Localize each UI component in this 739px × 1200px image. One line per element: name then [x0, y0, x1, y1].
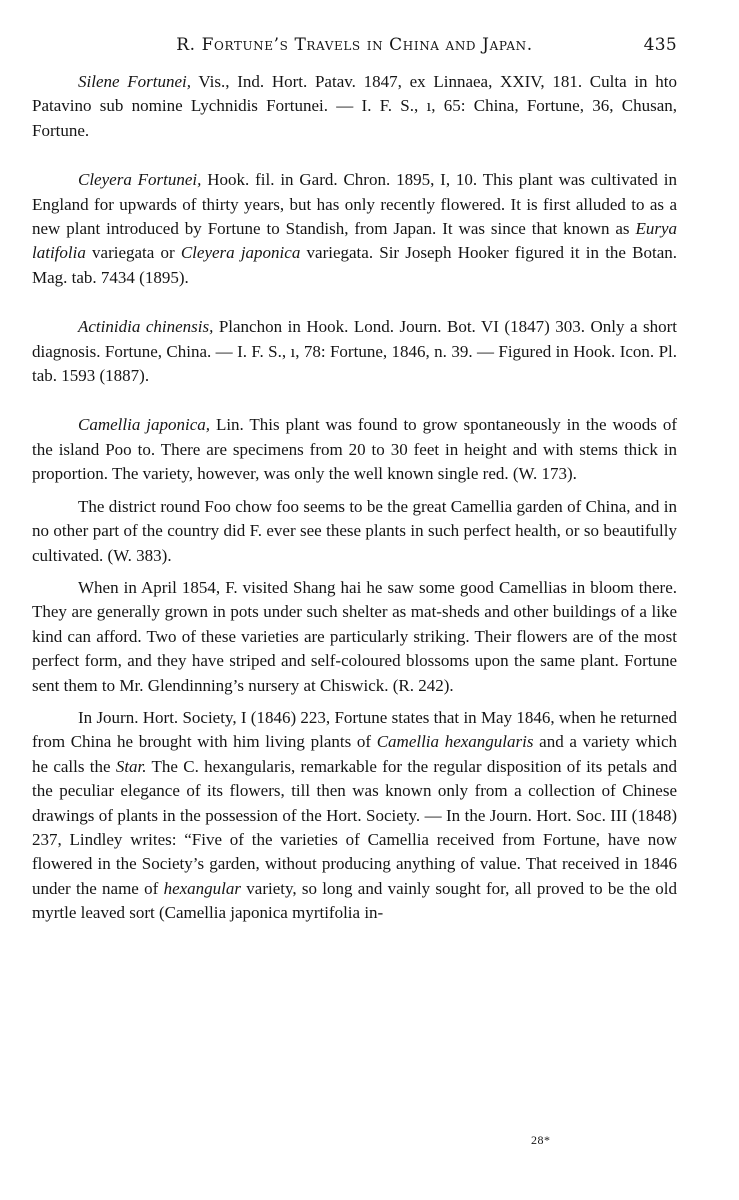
signature-mark: 28*: [531, 1133, 551, 1147]
paragraph-district: The district round Foo chow foo seems to be the great Camellia garden of China, and in no other part of the country did F. ever see these plants in such perfect health, or so beautifully cultivated. (W. 383).: [32, 496, 677, 565]
italic-name: Eurya latifolia: [32, 219, 677, 263]
species-name: Cleyera Fortunei,: [78, 170, 202, 190]
entry-text: variegata or: [85, 243, 181, 263]
species-name: Camellia japonica,: [78, 415, 211, 435]
body-text: [32, 70, 677, 926]
italic-name: Cleyera japonica: [180, 243, 301, 263]
italic-name: Star.: [115, 756, 147, 776]
paragraph-shanghai: When in April 1854, F. visited Shang hai he saw some good Camellias in bloom there. They are generally grown in pots under such shelter as mat-sheds and other buildings of a like kind can afford. Two of these varieties are particularly striking. Their flowers are of the most perfect form, and they have striped and self-coloured blossoms upon the same plant. Fortune sent them to Mr. Glendinning’s nursery at Chiswick. (R. 242).: [32, 577, 677, 695]
species-entry-actinidia: [32, 315, 677, 388]
species-entry-camellia: [32, 413, 677, 486]
journal-text: In Journ. Hort. Society, I (1846) 223, Fortune states that in May 1846, when he returned from China he brought with him living plants of: [32, 707, 677, 752]
entry-text: Hook. fil. in Gard. Chron. 1895, I, 10. This plant was cultivated in England for upwards of thirty years, but has only recently flowered. It is first alluded to as a new plant introduced by Fortune to Standish, from Japan. It was since that known as: [32, 170, 677, 239]
actinidia-paragraph: [32, 315, 677, 388]
journal-text: and a variety which he calls the: [32, 732, 677, 776]
journal-text: The C. hexangularis, remarkable for the regular disposition of its petals and the peculiar elegance of its flowers, till then was known only from a collection of Chinese drawings of plants in the possession of the Hort. Society. — In the Journ. Hort. Soc. III (1848) 237, Lindley writes: “Five of the varieties of Camellia received from Fortune, have now flowered in the Society’s garden, without producing anything of value. That received in 1846 under the name of: [32, 756, 678, 898]
entry-text: Planchon in Hook. Lond. Journ. Bot. VI (1847) 303. Only a short diagnosis. Fortune, China. — I. F. S., ı, 78: Fortune, 1846, n. 39. — Figured in Hook. Icon. Pl. tab. 1593 (1887).: [32, 317, 677, 386]
camellia-paragraph: [32, 413, 677, 486]
species-entry-cleyera: [32, 168, 677, 290]
journal-text: variety, so long and vainly sought for, all proved to be the old myrtle leaved sort (Camellia japonica myrtifolia in-: [32, 878, 677, 923]
running-head: [32, 30, 677, 60]
entry-text: Lin. This plant was found to grow spontaneously in the woods of the island Poo to. There are specimens from 20 to 30 feet in height and with stems thick in proportion. The variety, however, was only the well known single red. (W. 173).: [32, 415, 678, 484]
species-entry-silene: [32, 70, 677, 143]
page-number: 435: [643, 35, 677, 55]
silene-paragraph: [32, 70, 677, 143]
cleyera-paragraph: [32, 168, 677, 290]
running-title: R. Fortune’s Travels in China and Japan.: [176, 35, 533, 55]
italic-name: hexangular: [163, 878, 241, 898]
species-name: Actinidia chinensis,: [78, 317, 214, 337]
book-page: [32, 30, 677, 1170]
italic-name: Camellia hexangularis: [376, 732, 534, 752]
entry-text: Vis., Ind. Hort. Patav. 1847, ex Linnaea, XXIV, 181. Culta in hto Patavino sub nomine Lychnidis Fortunei. — I. F. S., ı, 65: China, Fortune, 36, Chusan, Fortune.: [32, 72, 678, 140]
entry-text: variegata. Sir Joseph Hooker figured it in the Botan. Mag. tab. 7434 (1895).: [32, 243, 678, 287]
paragraph-journal: [32, 706, 677, 926]
species-name: Silene Fortunei,: [78, 72, 191, 91]
